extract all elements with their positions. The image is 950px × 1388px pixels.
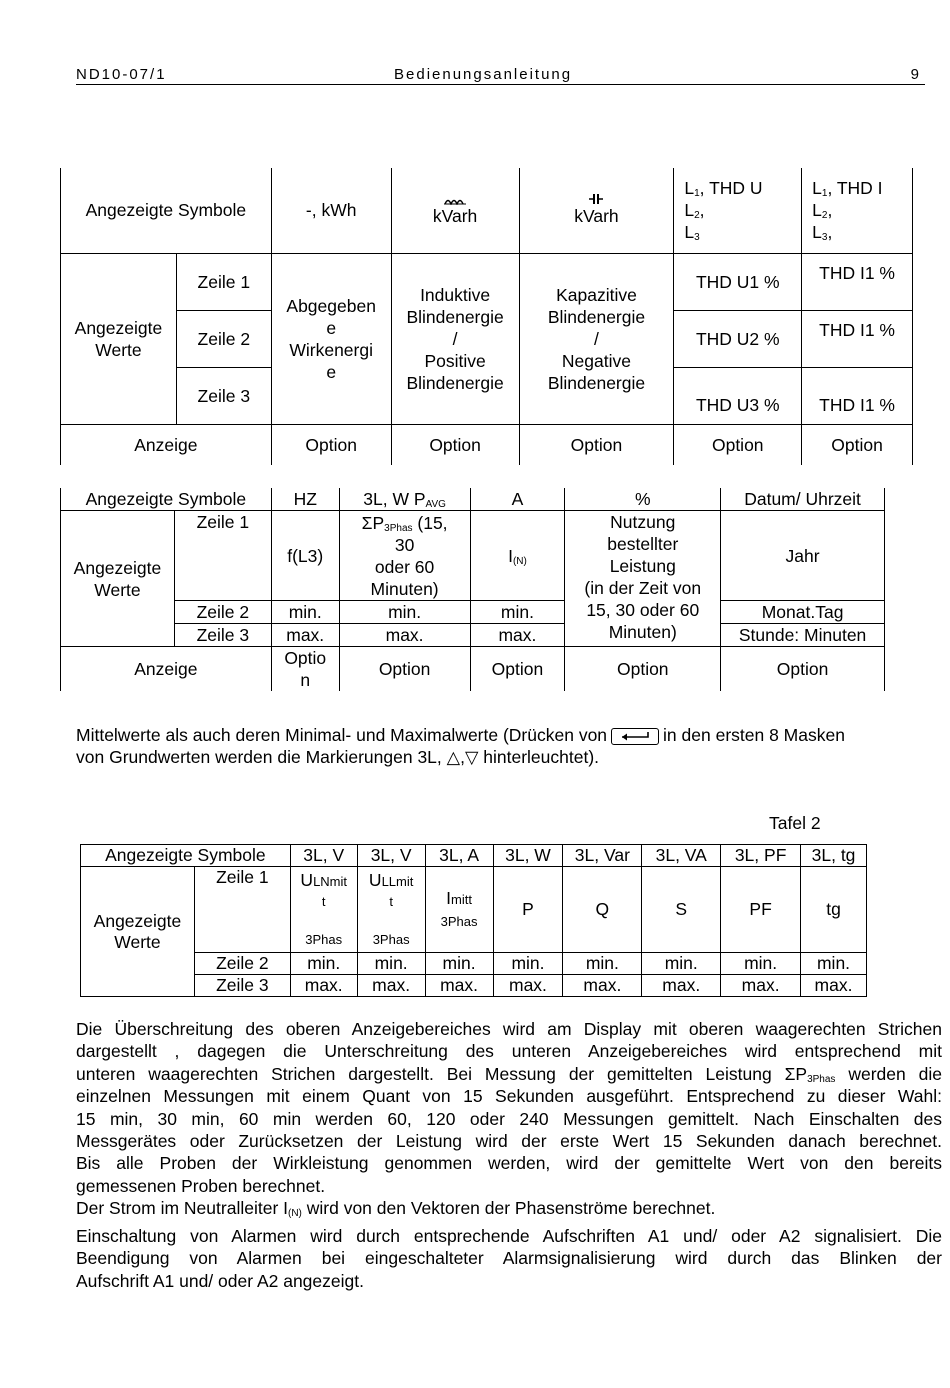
table-row (61, 424, 913, 465)
row-label: Zeile 2 (174, 601, 271, 624)
table-row (61, 488, 885, 511)
symbols-label: Angezeigte Symbole (81, 845, 291, 867)
min-value: min. (470, 601, 565, 624)
symbol-kvarh-inductive: kVarh (391, 168, 519, 253)
thd-u1: THD U1 % (674, 253, 802, 310)
display-option: Option (339, 647, 470, 692)
max-value: max. (271, 624, 339, 647)
display-option: Option (565, 647, 721, 692)
column-header: 3L, V (290, 845, 357, 867)
max-value: max. (642, 975, 721, 997)
power-q: Q (563, 867, 642, 953)
max-value: max. (721, 975, 801, 997)
display-option: Option (391, 424, 519, 465)
column-header: 3L, tg (801, 845, 867, 867)
table-row (81, 845, 867, 867)
doc-title: Bedienungsanleitung (394, 66, 573, 83)
display-option: Option (721, 647, 885, 692)
current-mean: Imitt 3Phas (425, 867, 493, 953)
display-label: Anzeige (61, 647, 272, 692)
display-option: Option (802, 424, 913, 465)
paragraph-range-info: Die Überschreitung des oberen Anzeigebereiches wird am Display mit oberen waagerechten Strichen dargestellt , dagegen die Unterschreitung des unteren Anzeigebereiches wird entsprechend mit unteren waagerechten Strichen dargestellt. Bei Messung der gemittelten Leistung $\Sigma P_{3Phas}$ werden die einzelnen Messungen mit einem Quant von 15 Sekunden ausgeführt. Entsprechend zu dieser Wahl: 15 min, 30 min, 60 min werden 60, 120 oder 240 Messungen gemittelt. Nach Einschalten des Messgerätes oder Zurücksetzen der Leistung wird der erste Wert 15 Sekunden danach berechnet. Bis alle Proben der Wirkleistung genommen werden, wird der gemittelte Wert von den bereits gemessenen Proben berechnet. Der Strom im Neutralleiter $I_{(N)}$ wird von den Vektoren der Phasenströme berechnet. (76, 1019, 942, 1220)
thd-i1: THD I1 % (802, 253, 913, 310)
display-option: Option (519, 424, 674, 465)
table-row (61, 511, 885, 601)
header-percent: % (565, 488, 721, 511)
value-capacitive: Kapazitive Blindenergie / Negative Blindenergie (519, 253, 674, 424)
table-row (61, 253, 913, 310)
min-value: min. (290, 953, 357, 975)
min-value: min. (563, 953, 642, 975)
min-value: min. (425, 953, 493, 975)
max-value: max. (563, 975, 642, 997)
table-frequency-power (60, 488, 885, 691)
table-row (61, 601, 885, 624)
percent-value: Nutzung bestellter Leistung (in der Zeit von 15, 30 oder 60 Minuten) (565, 511, 721, 647)
column-header: 3L, VA (642, 845, 721, 867)
thd-u2: THD U2 % (674, 310, 802, 367)
date-month-day: Monat.Tag (721, 601, 885, 624)
table-energy-thd (60, 168, 913, 465)
column-header: 3L, Var (563, 845, 642, 867)
row-label: Zeile 2 (176, 310, 271, 367)
paragraph-alarms: Einschaltung von Alarmen wird durch entsprechende Aufschriften A1 und/ oder A2 signalisiert. Die Beendigung von Alarmen bei eingeschalteter Alarmsignalisierung wird durch das Blinken der Aufschrift A1 und/ oder A2 angezeigt. (76, 1226, 942, 1291)
table-row (61, 168, 913, 253)
table-row (61, 624, 885, 647)
values-label: Angezeigte Werte (61, 253, 177, 424)
page-number: 9 (910, 66, 921, 83)
display-option: Optio n (271, 647, 339, 692)
current-neutral: $I_{(N)}$ (470, 511, 565, 601)
thd-u3: THD U3 % (674, 367, 802, 424)
symbol-kvarh-capacitive: kVarh (519, 168, 674, 253)
column-header: 3L, PF (721, 845, 801, 867)
doc-id: ND10-07/1 (76, 66, 167, 83)
table-basic-values (80, 844, 867, 997)
symbols-label: Angezeigte Symbole (61, 488, 272, 511)
page-header (76, 66, 925, 85)
hz-value: f(L3) (271, 511, 339, 601)
max-value: max. (470, 624, 565, 647)
table-row (81, 975, 867, 997)
row-label: Zeile 3 (174, 624, 271, 647)
display-option: Option (674, 424, 802, 465)
min-value: min. (642, 953, 721, 975)
table-row (81, 867, 867, 953)
tangent: tg (801, 867, 867, 953)
thd-i1: THD I1 % (802, 367, 913, 424)
min-value: min. (721, 953, 801, 975)
row-label: Zeile 1 (194, 867, 290, 953)
min-value: min. (339, 601, 470, 624)
inductive-coil-icon (444, 197, 466, 205)
max-value: max. (339, 624, 470, 647)
display-option: Option (271, 424, 391, 465)
max-value: max. (357, 975, 425, 997)
table-row (61, 647, 885, 692)
max-value: max. (290, 975, 357, 997)
row-label: Zeile 2 (194, 953, 290, 975)
row-label: Zeile 1 (176, 253, 271, 310)
values-label: Angezeigte Werte (81, 867, 195, 997)
voltage-ll-mean: ULLmit t 3Phas (357, 867, 425, 953)
min-value: min. (271, 601, 339, 624)
display-label: Anzeige (61, 424, 272, 465)
row-label: Zeile 3 (176, 367, 271, 424)
table-caption: Tafel 2 (769, 813, 821, 833)
header-datetime: Datum/ Uhrzeit (721, 488, 885, 511)
symbols-label: Angezeigte Symbole (61, 168, 272, 253)
power-p: P (493, 867, 563, 953)
voltage-ln-mean: ULNmit t 3Phas (290, 867, 357, 953)
header-hz: HZ (271, 488, 339, 511)
display-option: Option (470, 647, 565, 692)
min-value: min. (801, 953, 867, 975)
symbol-thd-u: $L_1$, THD U $L_2$, $L_3$ (674, 168, 802, 253)
column-header: 3L, W (493, 845, 563, 867)
max-value: max. (493, 975, 563, 997)
thd-i1: THD I1 % (802, 310, 913, 367)
paragraph-mean-values: Mittelwerte als auch deren Minimal- und Maximalwerte (Drücken von in den ersten 8 Masken von Grundwerten werden die Markierungen 3L, △,▽ hinterleuchtet). (76, 725, 845, 768)
column-header: 3L, A (425, 845, 493, 867)
values-label: Angezeigte Werte (61, 511, 175, 647)
row-label: Zeile 1 (174, 511, 271, 601)
symbol-thd-i: $L_1$, THD I $L_2$, $L_3$, (802, 168, 913, 253)
time-hour-minute: Stunde: Minuten (721, 624, 885, 647)
min-value: min. (493, 953, 563, 975)
min-value: min. (357, 953, 425, 975)
table-row (81, 953, 867, 975)
power-factor: PF (721, 867, 801, 953)
value-inductive: Induktive Blindenergie / Positive Blindenergie (391, 253, 519, 424)
row-label: Zeile 3 (194, 975, 290, 997)
header-a: A (470, 488, 565, 511)
power-s: S (642, 867, 721, 953)
max-value: max. (801, 975, 867, 997)
max-value: max. (425, 975, 493, 997)
date-year: Jahr (721, 511, 885, 601)
pavg-value: $\Sigma P_{3Phas}$ (15, 30 oder 60 Minuten) (339, 511, 470, 601)
header-pavg: 3L, W $P_{AVG}$ (339, 488, 470, 511)
capacitor-icon (589, 193, 603, 205)
column-header: 3L, V (357, 845, 425, 867)
symbol-kwh: -, kWh (271, 168, 391, 253)
enter-key-icon (611, 728, 659, 745)
value-active-energy: Abgegeben e Wirkenergi e (271, 253, 391, 424)
